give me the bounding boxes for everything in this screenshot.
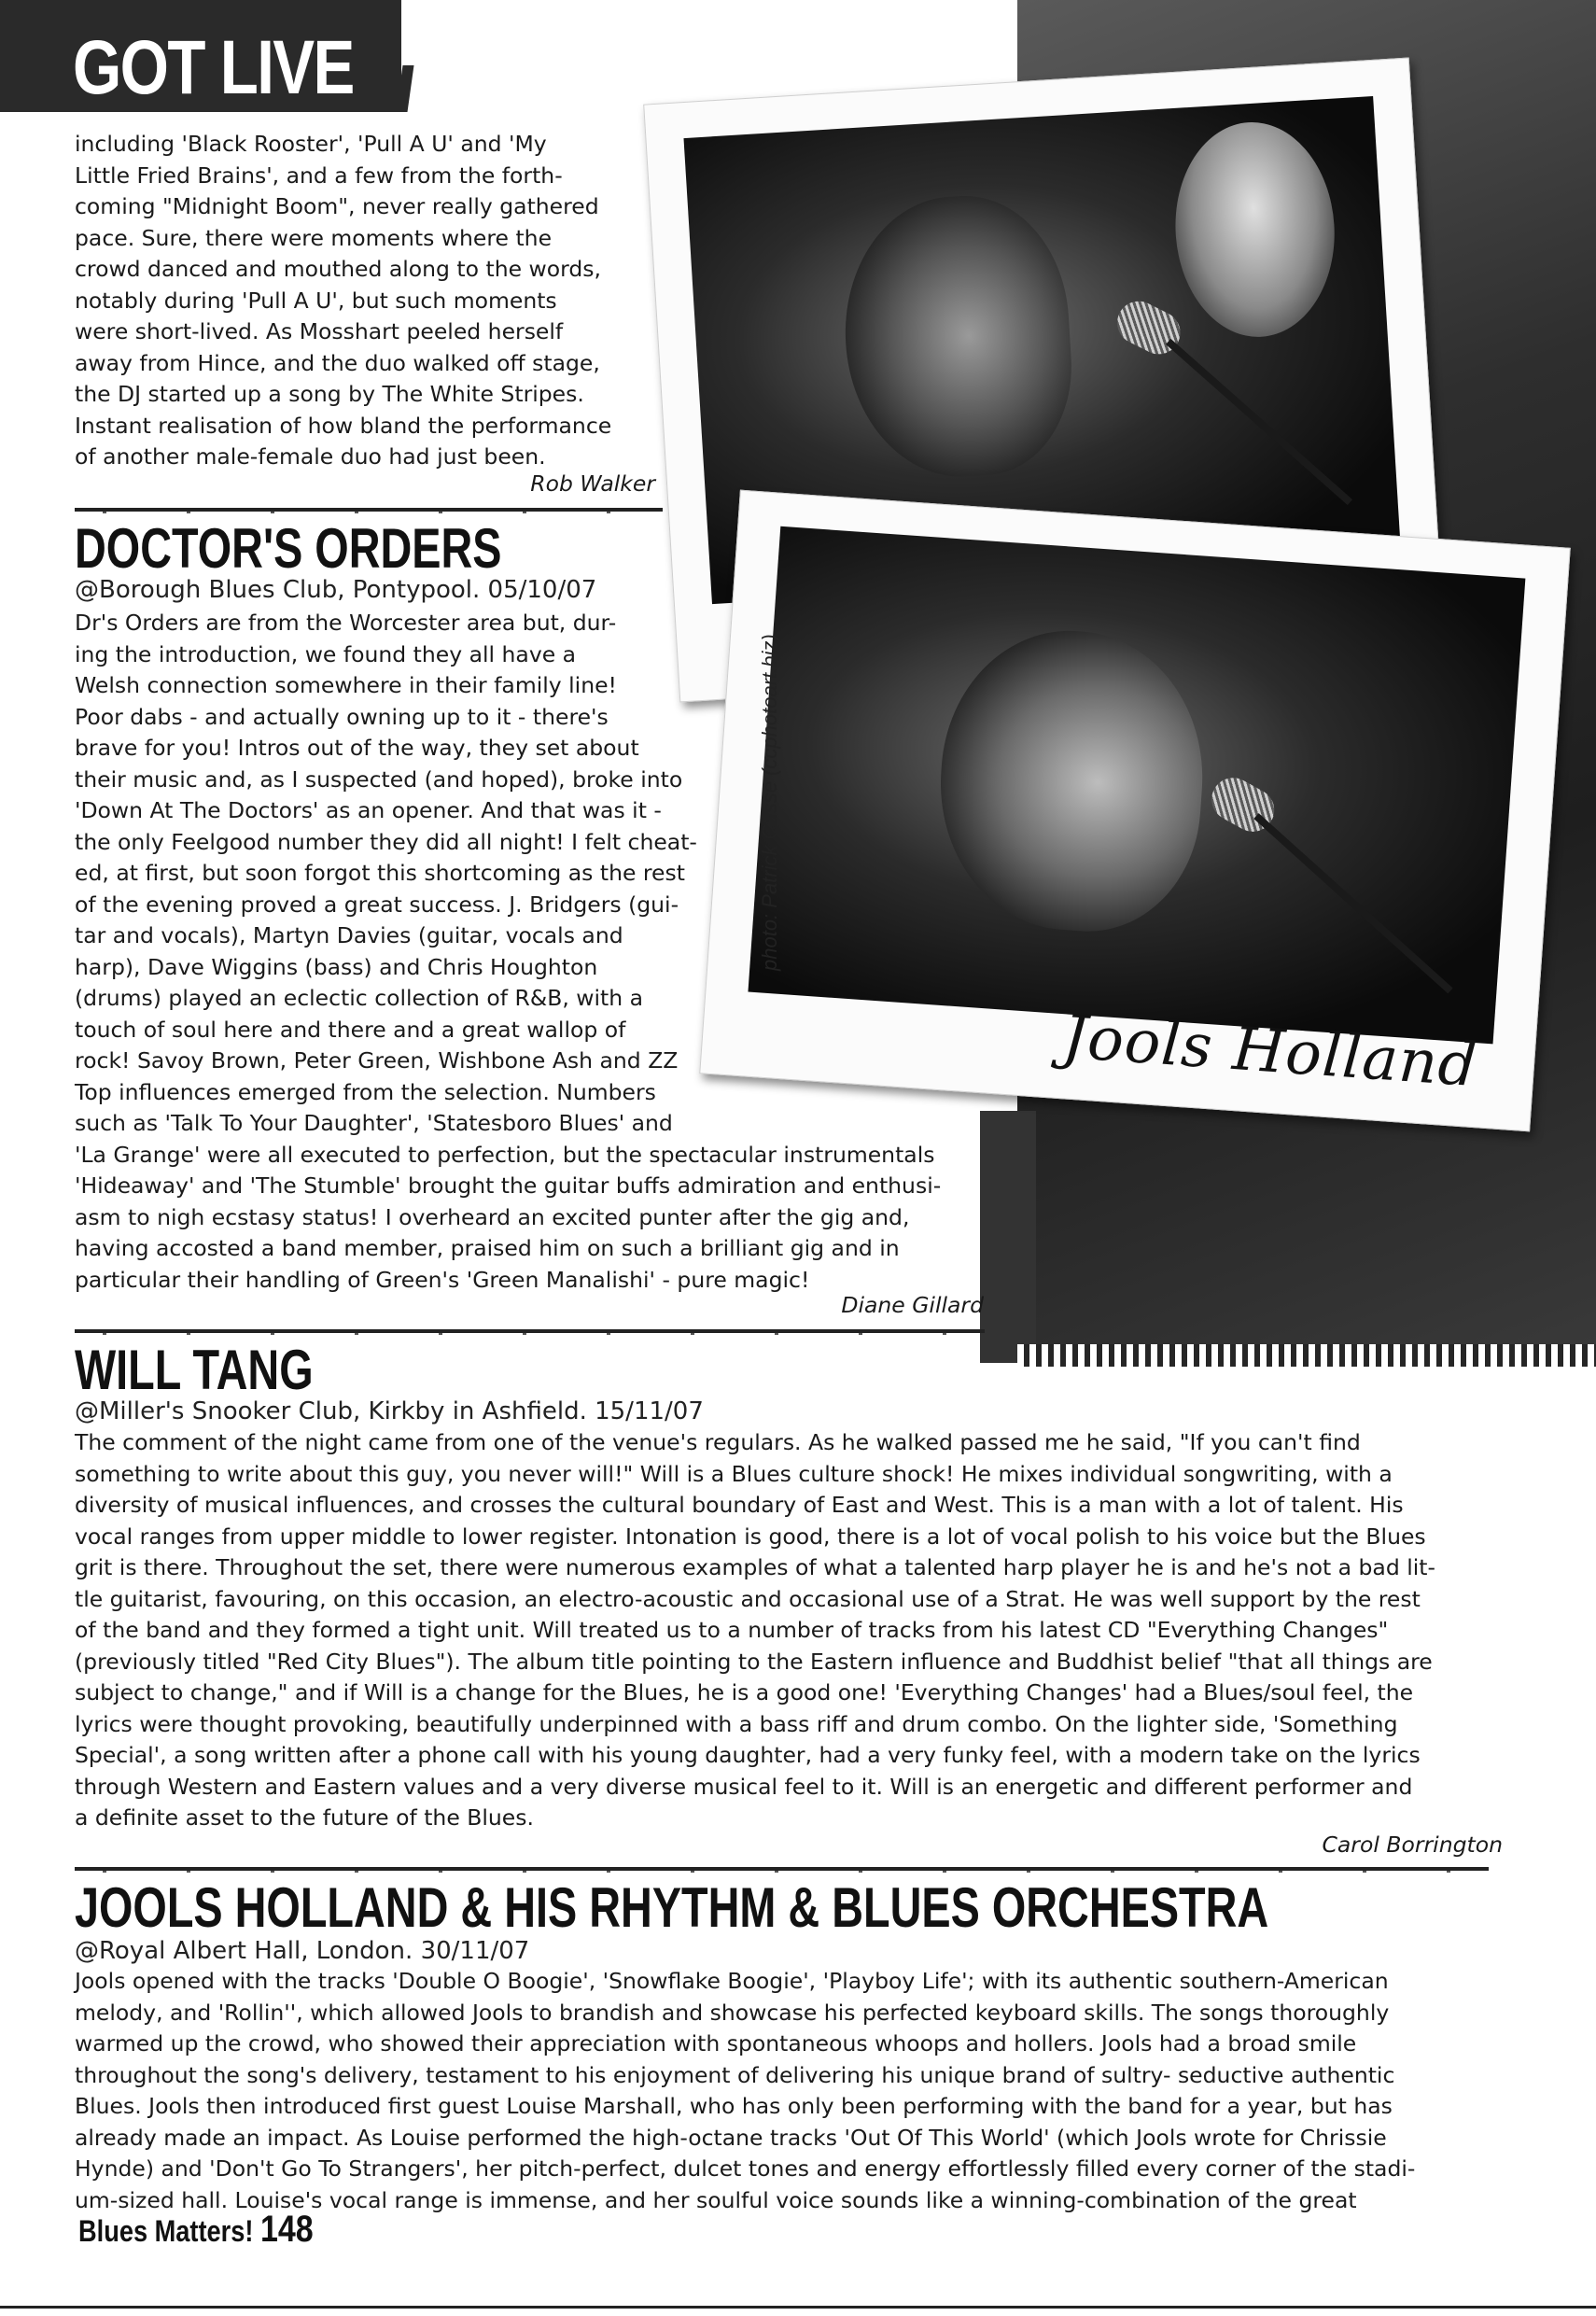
text-line: such as 'Talk To Your Daughter', 'Statesboro Blues' and [75,1110,673,1136]
text-line: asm to nigh ecstasy status! I overheard an excited punter after the gig and, [75,1203,910,1230]
author-credit: Diane Gillard [841,1292,984,1318]
page-footer [78,2209,314,2251]
bottom-border [0,2306,1596,2309]
text-line: Special', a song written after a phone call with his young daughter, had a very funky feel, with a modern take on the lyrics [75,1742,1421,1768]
text-line: The comment of the night came from one of the venue's regulars. As he walked passed me he said, "If you can't find [75,1429,1361,1455]
text-line: away from Hince, and the duo walked off stage, [75,349,600,376]
text-line: were short-lived. As Mosshart peeled herself [75,318,564,344]
text-line: (previously titled "Red City Blues"). The album title pointing to the Eastern influence and Buddhist belief "that all things are [75,1648,1433,1675]
text-line: lyrics were thought provoking, beautifully underpinned with a bass riff and drum combo. On the lighter side, 'Something [75,1710,1398,1737]
author-credit: Rob Walker [530,470,655,497]
text-line: Dr's Orders are from the Worcester area but, dur- [75,610,617,636]
text-line: of the band and they formed a tight unit. Will treated us to a number of tracks from his latest CD "Everything Changes" [75,1617,1389,1643]
text-line: already made an impact. As Louise performed the high-octane tracks 'Out Of This World' (which Jools wrote for Chrissie [75,2124,1387,2151]
text-line: subject to change," and if Will is a change for the Blues, he is a good one! 'Everything Changes' had a Blues/soul feel, the [75,1679,1414,1705]
divider-rule [75,1867,1489,1871]
text-line: having accosted a band member, praised him on such a brilliant gig and in [75,1235,900,1261]
text-line: particular their handling of Green's 'Green Manalishi' - pure magic! [75,1266,810,1293]
text-line: (drums) played an eclectic collection of R&B, with a [75,985,643,1011]
text-line: something to write about this guy, you never will!" Will is a Blues culture shock! He mixes individual songwriting, with a [75,1460,1393,1487]
review-title: WILL TANG [75,1339,314,1401]
text-line: 'La Grange' were all executed to perfection, but the spectacular instrumentals [75,1141,935,1168]
text-line: tar and vocals), Martyn Davies (guitar, vocals and [75,922,623,948]
text-line: 'Down At The Doctors' as an opener. And that was it - [75,797,662,823]
text-line: ed, at first, but soon forgot this shortcoming as the rest [75,860,685,886]
review-body [75,1427,1531,1834]
photo-credit: photo: Patrick Cusse (ccphotoart.biz) [758,634,781,971]
review-body [75,608,1008,1296]
text-line: through Western and Eastern values and a very diverse musical feel to it. Will is an energetic and different performer and [75,1773,1413,1800]
text-line: 'Hideaway' and 'The Stumble' brought the guitar buffs admiration and enthusi- [75,1172,942,1199]
text-line: Little Fried Brains', and a few from the forth- [75,161,563,189]
author-credit: Carol Borrington [1322,1832,1503,1858]
text-line: the DJ started up a song by The White Stripes. [75,381,584,407]
review-title: JOOLS HOLLAND & HIS RHYTHM & BLUES ORCHESTRA [75,1876,1269,1939]
text-line: warmed up the crowd, who showed their appreciation with spontaneous whoops and hollers. Jools had a broad smile [75,2030,1357,2056]
text-line: melody, and 'Rollin'', which allowed Jools to brandish and showcase his perfected keyboard skills. The songs thoroughly [75,1999,1390,2026]
text-line: coming "Midnight Boom", never really gathered [75,193,599,219]
review-venue: @Miller's Snooker Club, Kirkby in Ashfield. 15/11/07 [75,1397,704,1425]
text-line: throughout the song's delivery, testament to his enjoyment of delivering his unique brand of sultry- seductive authentic [75,2061,1395,2088]
text-line: Instant realisation of how bland the performance [75,412,612,439]
text-line: Blues. Jools then introduced first guest Louise Marshall, who has only been performing with the band for a year, but has [75,2093,1393,2119]
text-line: their music and, as I suspected (and hoped), broke into [75,765,683,793]
text-line: touch of soul here and there and a great wallop of [75,1016,626,1043]
review-title: DOCTOR'S ORDERS [75,517,502,580]
divider-rule [75,1329,985,1333]
text-line: um-sized hall. Louise's vocal range is immense, and her soulful voice sounds like a winning-combination of the great [75,2186,1357,2213]
magazine-name: Blues Matters! [78,2214,254,2248]
text-line: of the evening proved a great success. J. Bridgers (gui- [75,891,679,918]
text-line: rock! Savoy Brown, Peter Green, Wishbone Ash and ZZ [75,1047,679,1074]
divider-rule [75,508,663,512]
text-line: harp), Dave Wiggins (bass) and Chris Houghton [75,953,598,980]
text-line: a definite asset to the future of the Blues. [75,1804,534,1831]
text-line: tle guitarist, favouring, on this occasion, an electro-acoustic and occasional use of a Strat. He was well support by the rest [75,1585,1421,1612]
text-line: Poor dabs - and actually owning up to it - there's [75,703,609,730]
text-line: including 'Black Rooster', 'Pull A U' and 'My [75,131,547,157]
text-line: the only Feelgood number they did all night! I felt cheat- [75,828,697,855]
text-line: grit is there. Throughout the set, there were numerous examples of what a talented harp player he is and he's not a bad lit- [75,1554,1435,1580]
text-line: brave for you! Intros out of the way, they set about [75,735,639,761]
text-line: Hynde) and 'Don't Go To Strangers', her pitch-perfect, dulcet tones and energy effortlessly filled every corner of the stadi- [75,2155,1416,2182]
text-line: vocal ranges from upper middle to lower register. Intonation is good, there is a lot of vocal polish to his voice but the Blues [75,1523,1426,1550]
review-venue: @Royal Albert Hall, London. 30/11/07 [75,1937,530,1965]
text-line: ing the introduction, we found they all have a [75,640,577,667]
text-line: Welsh connection somewhere in their family line! [75,672,617,698]
text-line: crowd danced and mouthed along to the words, [75,256,601,282]
intro-text [75,129,653,473]
text-line: of another male-female duo had just been. [75,443,546,470]
text-line: Jools opened with the tracks 'Double O Boogie', 'Snowflake Boogie', 'Playboy Life'; with its authentic southern-American [75,1968,1389,1994]
review-venue: @Borough Blues Club, Pontypool. 05/10/07 [75,576,597,604]
page-number: 148 [259,2209,314,2250]
review-body [75,1966,1531,2216]
text-line: pace. Sure, there were moments where the [75,224,553,251]
section-title: GOT LIVE [73,25,354,110]
text-line: diversity of musical influences, and crosses the cultural boundary of East and West. This is a man with a lot of talent. His [75,1492,1404,1518]
text-line: Top influences emerged from the selection. Numbers [75,1078,656,1105]
photo-caption: Jools Holland [1060,1003,1480,1102]
torn-edge [1017,1344,1596,1367]
text-line: notably during 'Pull A U', but such moments [75,287,557,314]
